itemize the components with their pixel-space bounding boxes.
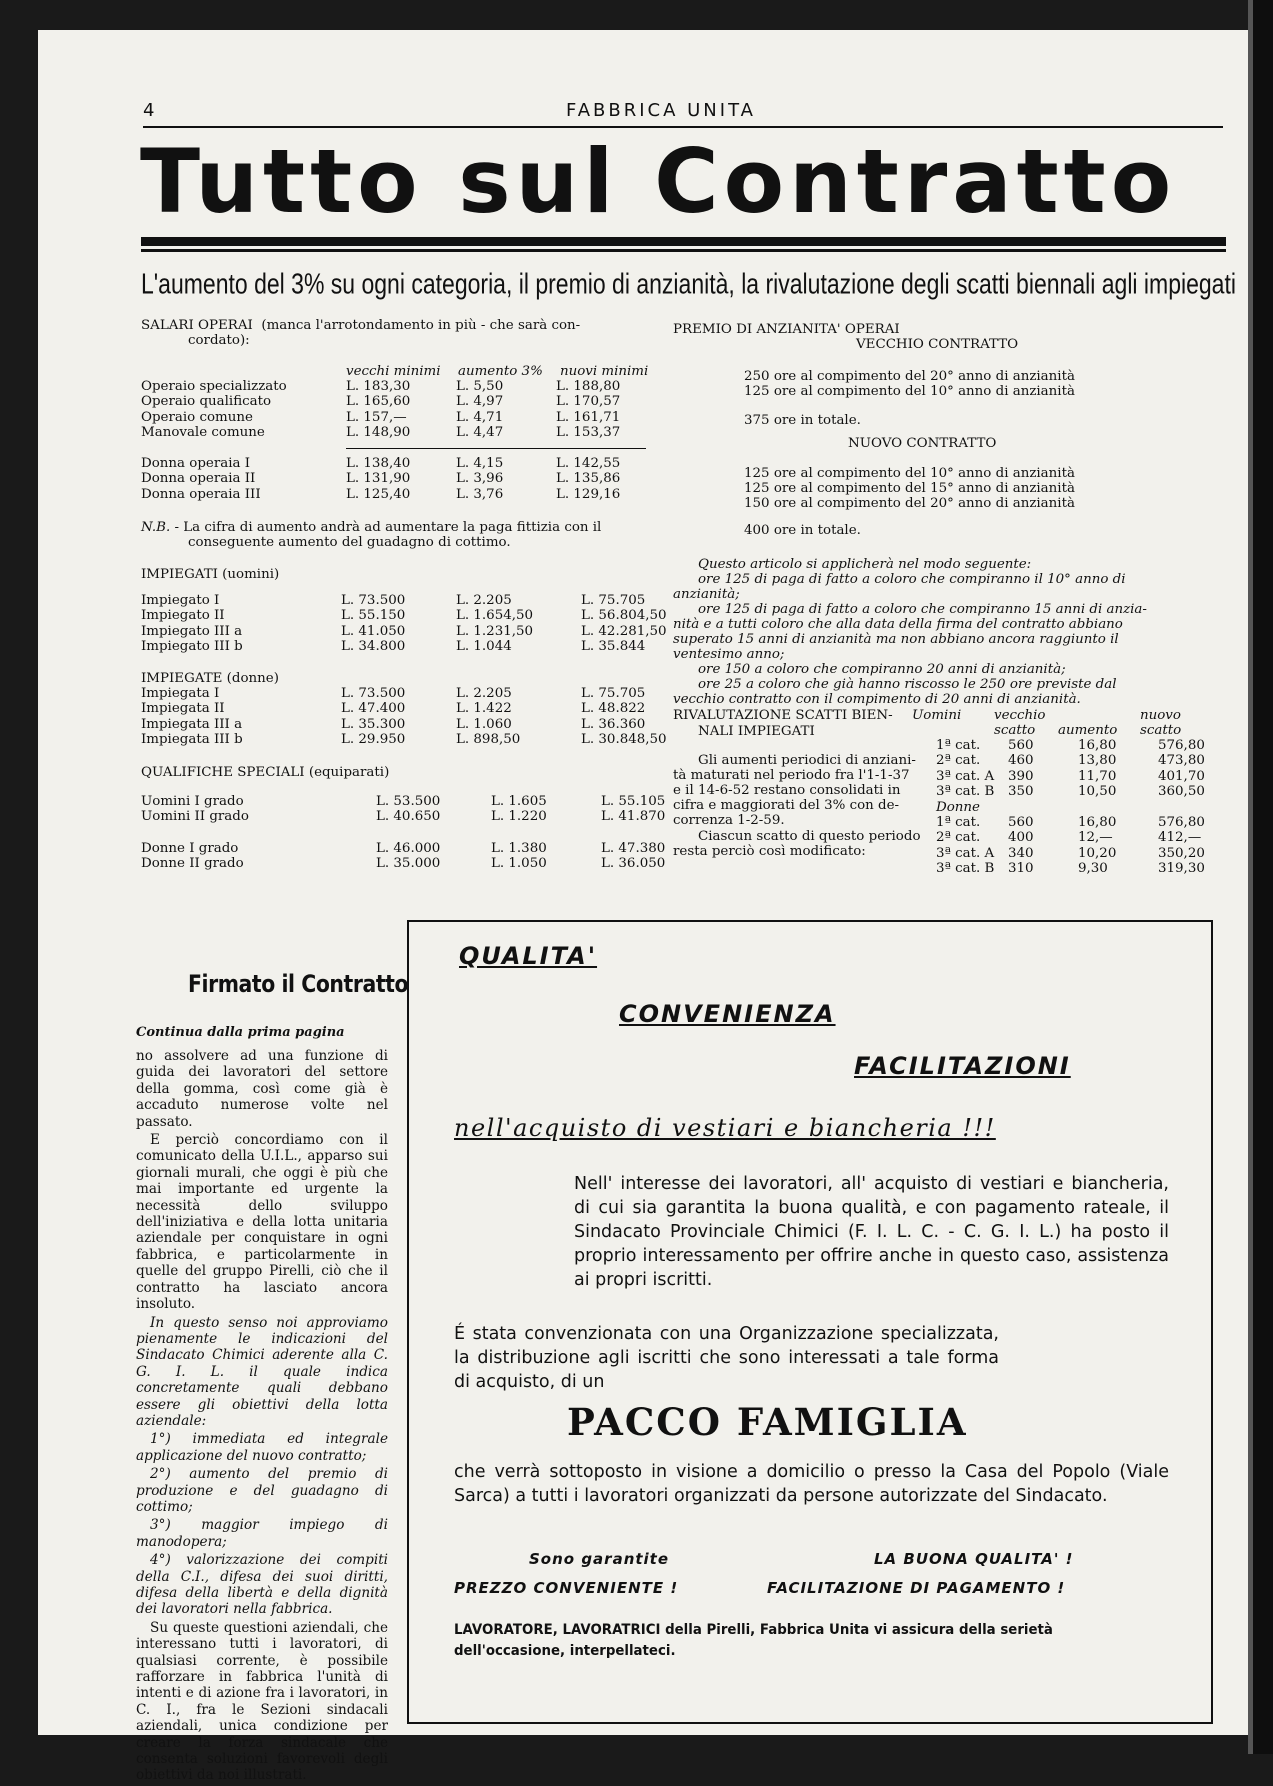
table-row: 3ª cat. B 350 10,50 360,50 bbox=[936, 783, 1205, 799]
firmato-paragraph: Su queste questioni aziendali, che interessano tutti i lavoratori, di qualsiasi corrente, è possibile rafforzare in fabbrica l'unità di intenti e di azione fra i lavoratori, in C. I., fra le Sezioni sindacali aziendali, unica condizione per creare la forza sindacale che consenta soluzioni favorevoli degli obiettivi da noi illustrati. bbox=[136, 1619, 388, 1784]
table-row: 3ª cat. A 390 11,70 401,70 bbox=[936, 768, 1205, 784]
newspaper-page bbox=[38, 30, 1248, 1784]
firmato-paragraph: 1°) immediata ed integrale applicazione del nuovo contratto; bbox=[136, 1431, 388, 1464]
scatti-body: e il 14-6-52 restano consolidati in bbox=[673, 783, 901, 798]
table-row: Uomini I grado L. 53.500 L. 1.605 L. 55.105 bbox=[141, 794, 666, 809]
advert-guarantee: LA BUONA QUALITA' ! bbox=[874, 1550, 1074, 1568]
advert-paragraph-3: che verrà sottoposto in visione a domicilio o presso la Casa del Popolo (Viale Sarca) a tutti i lavoratori organizzati da persone autorizzate del Sindacato. bbox=[454, 1462, 1169, 1506]
table-row: Manovale comune L. 148,90 L. 4,47 L. 153,37 bbox=[141, 424, 621, 440]
advert-guarantee: Sono garantite bbox=[529, 1550, 670, 1568]
impiegate-heading: IMPIEGATE (donne) bbox=[141, 671, 279, 686]
scatti-body: tà maturati nel periodo fra l'1-1-37 bbox=[673, 768, 910, 783]
table-row: 3ª cat. A 340 10,20 350,20 bbox=[936, 845, 1205, 861]
advert-paragraph-2: É stata convenzionata con una Organizzazione specializzata, la distribuzione agli iscritti che sono interessati a tale forma di acquisto, di un bbox=[454, 1324, 999, 1392]
table-row: Impiegata III b L. 29.950 L. 898,50 L. 30.848,50 bbox=[141, 731, 667, 747]
table-row: 2ª cat. 400 12,— 412,— bbox=[936, 830, 1202, 846]
table-divider bbox=[346, 448, 646, 449]
firmato-paragraph: E perciò concordiamo con il comunicato della U.I.L., apparso sui giornali murali, che oggi è più che mai importante ed urgente la necessità dello sviluppo dell'iniziativa e della lotta unitaria aziendale per conquistare in ogni fabbrica, e particolarmente in quelle del gruppo Pirelli, ciò che il contratto ha lasciato ancora insoluto. bbox=[136, 1132, 388, 1313]
table-row: Impiegata II L. 47.400 L. 1.422 L. 48.822 bbox=[141, 701, 646, 717]
applicazione-line: Questo articolo si applicherà nel modo seguente: bbox=[698, 557, 1032, 572]
firmato-paragraph: 2°) aumento del premio di produzione e del guadagno di cottimo; bbox=[136, 1466, 388, 1515]
page-number: 4 bbox=[143, 100, 158, 121]
scatti-body: Ciascun scatto di questo periodo bbox=[698, 829, 921, 844]
firmato-column bbox=[136, 1048, 388, 1786]
speciali-donne-table bbox=[141, 841, 665, 872]
table-row: 1ª cat. 560 16,80 576,80 bbox=[936, 815, 1205, 830]
table-row: 1ª cat. 560 16,80 576,80 bbox=[936, 738, 1205, 753]
operai-table bbox=[141, 379, 620, 440]
table-row: Impiegata I L. 73.500 L. 2.205 L. 75.705 bbox=[141, 686, 646, 701]
applicazione-line: ventesimo anno; bbox=[673, 647, 785, 662]
firmato-paragraph: no assolvere ad una funzione di guida dei lavoratori del settore della gomma, così come già è accaduto numerose volte nel passato. bbox=[136, 1048, 388, 1130]
table-row: Operaio specializzato L. 183,30 L. 5,50 L. 188,80 bbox=[141, 379, 621, 394]
table-row: Donne I grado L. 46.000 L. 1.380 L. 47.380 bbox=[141, 841, 666, 856]
scatti-body: resta perciò così modificato: bbox=[673, 844, 866, 859]
advert-word-facilitazioni: FACILITAZIONI bbox=[854, 1052, 1071, 1080]
nb-note: N.B. - La cifra di aumento andrà ad aumentare la paga fittizia con il bbox=[141, 520, 602, 535]
firmato-title: Firmato il Contratto bbox=[188, 970, 409, 998]
applicazione-line: vecchio contratto con il compimento di 20 anni di anzianità. bbox=[673, 692, 1081, 707]
firmato-kicker: Continua dalla prima pagina bbox=[136, 1025, 345, 1040]
speciali-heading: QUALIFICHE SPECIALI (equiparati) bbox=[141, 765, 390, 780]
headline-subtitle: L'aumento del 3% su ogni categoria, il premio di anzianità, la rivalutazione degli scatti biennali agli impiegati bbox=[141, 267, 1236, 300]
scatti-donne-table bbox=[936, 815, 1205, 876]
applicazione-line: superato 15 anni di anzianità ma non abbiano ancora raggiunto il bbox=[673, 632, 1119, 647]
operaie-table bbox=[141, 456, 620, 502]
firmato-paragraph: In questo senso noi approviamo pienamente le indicazioni del Sindacato Chimici aderente alla C. G. I. L. il quale indica concretamente quali debbano essere gli obiettivi della lotta aziendale: bbox=[136, 1314, 388, 1429]
firmato-paragraph: 3°) maggior impiego di manodopera; bbox=[136, 1517, 388, 1550]
col-header-old: vecchi minimi bbox=[346, 364, 441, 379]
applicazione-line: ore 125 di paga di fatto a coloro che compiranno il 10° anno di bbox=[698, 572, 1126, 587]
advert-word-convenienza: CONVENIENZA bbox=[619, 1000, 836, 1028]
premio-line: 150 ore al compimento del 20° anno di anzianità bbox=[744, 496, 1075, 511]
advert-guarantee: PREZZO CONVENIENTE ! bbox=[454, 1579, 679, 1597]
scatti-uomini-table bbox=[936, 738, 1205, 799]
table-row: scatto aumento scatto bbox=[994, 723, 1182, 739]
scan-edge-fold bbox=[1248, 0, 1253, 1754]
table-row: 3ª cat. B 310 9,30 319,30 bbox=[936, 860, 1205, 876]
premio-total: 400 ore in totale. bbox=[744, 523, 861, 538]
premio-line: 125 ore al compimento del 10° anno di anzianità bbox=[744, 384, 1075, 399]
table-row: Donne II grado L. 35.000 L. 1.050 L. 36.050 bbox=[141, 856, 666, 872]
scatti-body: correnza 1-2-59. bbox=[673, 813, 785, 828]
premio-heading: PREMIO DI ANZIANITA' OPERAI bbox=[673, 322, 900, 337]
applicazione-line: ore 25 a coloro che già hanno riscosso le 250 ore previste dal bbox=[698, 677, 1117, 692]
table-row: Donna operaia III L. 125,40 L. 3,76 L. 129,16 bbox=[141, 486, 621, 502]
impiegate-table bbox=[141, 686, 667, 747]
impiegati-heading: IMPIEGATI (uomini) bbox=[141, 567, 280, 582]
table-row: Donna operaia I L. 138,40 L. 4,15 L. 142,55 bbox=[141, 456, 621, 471]
table-row: Donna operaia II L. 131,90 L. 3,96 L. 135,86 bbox=[141, 471, 621, 487]
nb-note-cont: conseguente aumento del guadagno di cottimo. bbox=[188, 535, 511, 550]
premio-line: 125 ore al compimento del 15° anno di anzianità bbox=[744, 481, 1075, 496]
premio-line: 250 ore al compimento del 20° anno di anzianità bbox=[744, 369, 1075, 384]
firmato-paragraph: 4°) valorizzazione dei compiti della C.I., difesa dei suoi diritti, difesa della libertà e della dignità dei lavoratori nella fabbrica. bbox=[136, 1552, 388, 1618]
nuovo-contratto-heading: NUOVO CONTRATTO bbox=[848, 436, 997, 451]
vecchio-contratto-heading: VECCHIO CONTRATTO bbox=[856, 337, 1019, 352]
scatti-col-headers bbox=[912, 708, 1181, 739]
applicazione-line: nità e a tutti coloro che alla data della firma del contratto abbiano bbox=[673, 617, 1123, 632]
header-rule bbox=[143, 126, 1223, 128]
table-row: Impiegato III b L. 34.800 L. 1.044 L. 35.844 bbox=[141, 638, 646, 654]
scatti-body: cifra e maggiorati del 3% con de- bbox=[673, 798, 900, 813]
table-row: Operaio comune L. 157,— L. 4,71 L. 161,71 bbox=[141, 409, 621, 425]
advert-guarantee: FACILITAZIONE DI PAGAMENTO ! bbox=[767, 1579, 1066, 1597]
advert-appeal: LAVORATORE, LAVORATRICI della Pirelli, Fabbrica Unita vi assicura della serietà dell'occasione, interpellateci. bbox=[454, 1622, 1053, 1659]
table-row: Uomini II grado L. 40.650 L. 1.220 L. 41.870 bbox=[141, 809, 666, 825]
premio-total: 375 ore in totale. bbox=[744, 413, 861, 428]
advert-tagline: nell'acquisto di vestiari e biancheria !!! bbox=[454, 1114, 996, 1142]
applicazione-line: anzianità; bbox=[673, 587, 740, 602]
scatti-heading-cont: NALI IMPIEGATI bbox=[698, 724, 815, 739]
headline-rule-top bbox=[141, 237, 1226, 246]
table-row: Impiegato III a L. 41.050 L. 1.231,50 L. 42.281,50 bbox=[141, 623, 667, 639]
headline-rule-bottom bbox=[141, 249, 1226, 252]
impiegati-table bbox=[141, 593, 667, 654]
premio-line: 125 ore al compimento del 10° anno di anzianità bbox=[744, 466, 1075, 481]
table-row: Impiegato II L. 55.150 L. 1.654,50 L. 56.804,50 bbox=[141, 608, 667, 624]
scan-edge-dark bbox=[1250, 0, 1273, 1754]
table-row: Uomini vecchio nuovo bbox=[912, 708, 1181, 723]
advert-word-qualita: QUALITA' bbox=[459, 942, 598, 970]
table-row: Impiegato I L. 73.500 L. 2.205 L. 75.705 bbox=[141, 593, 646, 608]
publication-name: FABBRICA UNITA bbox=[566, 100, 756, 121]
scatti-donne-label: Donne bbox=[936, 800, 980, 815]
headline-title: Tutto sul Contratto bbox=[140, 130, 1177, 233]
applicazione-line: ore 125 di paga di fatto a coloro che compiranno 15 anni di anzia- bbox=[698, 602, 1147, 617]
col-header-new: nuovi minimi bbox=[560, 364, 649, 379]
col-header-increase: aumento 3% bbox=[458, 364, 543, 379]
scatti-heading: RIVALUTAZIONE SCATTI BIEN- bbox=[673, 708, 893, 723]
operai-heading: SALARI OPERAI (manca l'arrotondamento in più - che sarà con- bbox=[141, 318, 581, 333]
table-row: 2ª cat. 460 13,80 473,80 bbox=[936, 753, 1205, 769]
table-row: Impiegata III a L. 35.300 L. 1.060 L. 36.360 bbox=[141, 716, 646, 732]
table-row: Operaio qualificato L. 165,60 L. 4,97 L. 170,57 bbox=[141, 394, 621, 410]
applicazione-line: ore 150 a coloro che compiranno 20 anni di anzianità; bbox=[698, 662, 1066, 677]
speciali-uomini-table bbox=[141, 794, 665, 825]
advert-product: PACCO FAMIGLIA bbox=[567, 1400, 968, 1444]
scatti-body: Gli aumenti periodici di anziani- bbox=[698, 753, 916, 768]
advert-box bbox=[407, 920, 1213, 1724]
operai-note-cont: cordato): bbox=[188, 333, 250, 348]
advert-paragraph-1: Nell' interesse dei lavoratori, all' acquisto di vestiari e biancheria, di cui sia garantita la buona qualità, e con pagamento rateale, il Sindacato Provinciale Chimici (F. I. L. C. - C. G. I. L.) ha posto il proprio interessamento per offrire anche in questo caso, assistenza ai propri iscritti. bbox=[574, 1174, 1169, 1290]
